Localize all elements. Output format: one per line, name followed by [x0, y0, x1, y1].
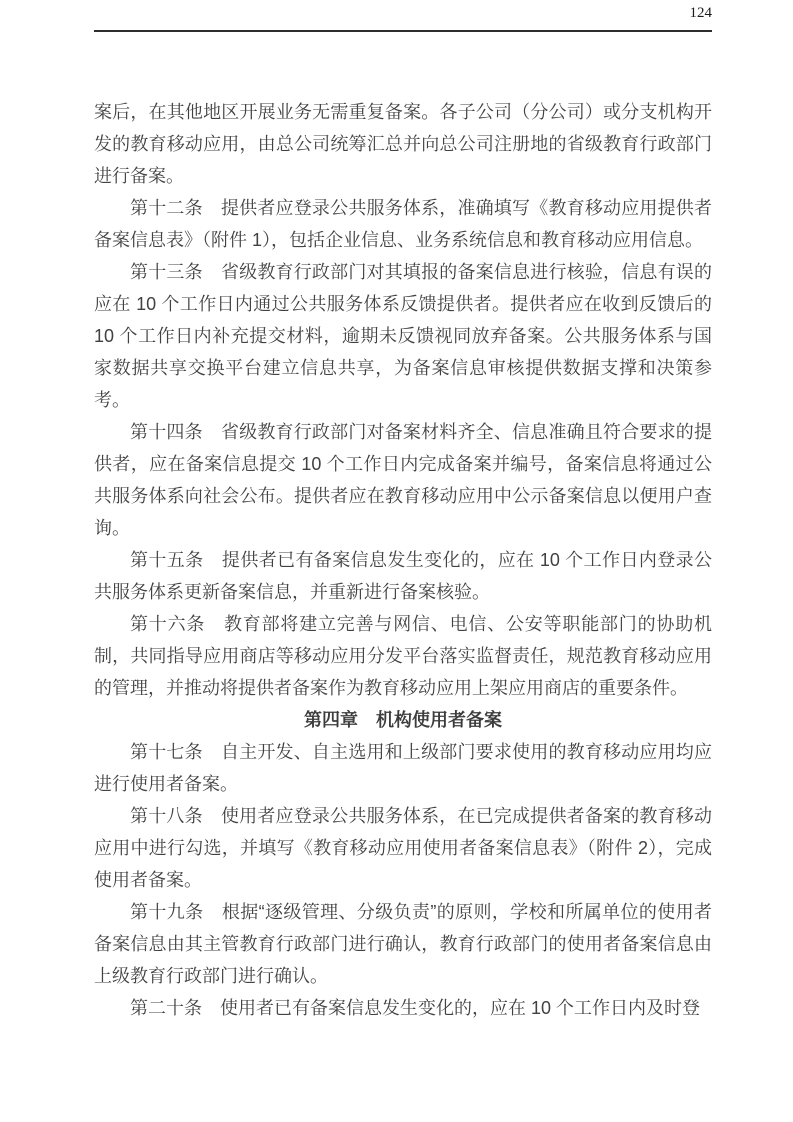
header-rule [94, 30, 712, 32]
page-number: 124 [689, 5, 712, 21]
chapter-heading: 第四章 机构使用者备案 [304, 710, 502, 730]
paragraph: 第十四条 省级教育行政部门对备案材料齐全、信息准确且符合要求的提供者，应在备案信息提交 10 个工作日内完成备案并编号，备案信息将通过公共服务体系向社会公布。提供者应在教育移动应用中公示备案信息以便用户查询。 [94, 422, 712, 538]
document-body [94, 96, 712, 1024]
paragraph: 第十八条 使用者应登录公共服务体系，在已完成提供者备案的教育移动应用中进行勾选，并填写《教育移动应用使用者备案信息表》（附件 2），完成使用者备案。 [94, 806, 712, 890]
paragraph: 第十七条 自主开发、自主选用和上级部门要求使用的教育移动应用均应进行使用者备案。 [94, 742, 712, 794]
paragraph: 第十二条 提供者应登录公共服务体系，准确填写《教育移动应用提供者备案信息表》（附件 1），包括企业信息、业务系统信息和教育移动应用信息。 [94, 198, 712, 250]
paragraph: 第十三条 省级教育行政部门对其填报的备案信息进行核验，信息有误的应在 10 个工作日内通过公共服务体系反馈提供者。提供者应在收到反馈后的 10 个工作日内补充提交材料，逾期未反馈视同放弃备案。公共服务体系与国家数据共享交换平台建立信息共享，为备案信息审核提供数据支撑和决策参考。 [94, 262, 712, 410]
paragraph: 案后，在其他地区开展业务无需重复备案。各子公司（分公司）或分支机构开发的教育移动应用，由总公司统筹汇总并向总公司注册地的省级教育行政部门进行备案。 [94, 102, 712, 186]
paragraph: 第十五条 提供者已有备案信息发生变化的，应在 10 个工作日内登录公共服务体系更新备案信息，并重新进行备案核验。 [94, 550, 712, 602]
paragraph: 第十九条 根据“逐级管理、分级负责”的原则，学校和所属单位的使用者备案信息由其主管教育行政部门进行确认，教育行政部门的使用者备案信息由上级教育行政部门进行确认。 [94, 902, 712, 986]
page-header [0, 0, 793, 28]
paragraph: 第十六条 教育部将建立完善与网信、电信、公安等职能部门的协助机制，共同指导应用商店等移动应用分发平台落实监督责任，规范教育移动应用的管理，并推动将提供者备案作为教育移动应用上架应用商店的重要条件。 [94, 614, 712, 698]
paragraph: 第二十条 使用者已有备案信息发生变化的，应在 10 个工作日内及时登 [130, 998, 701, 1018]
